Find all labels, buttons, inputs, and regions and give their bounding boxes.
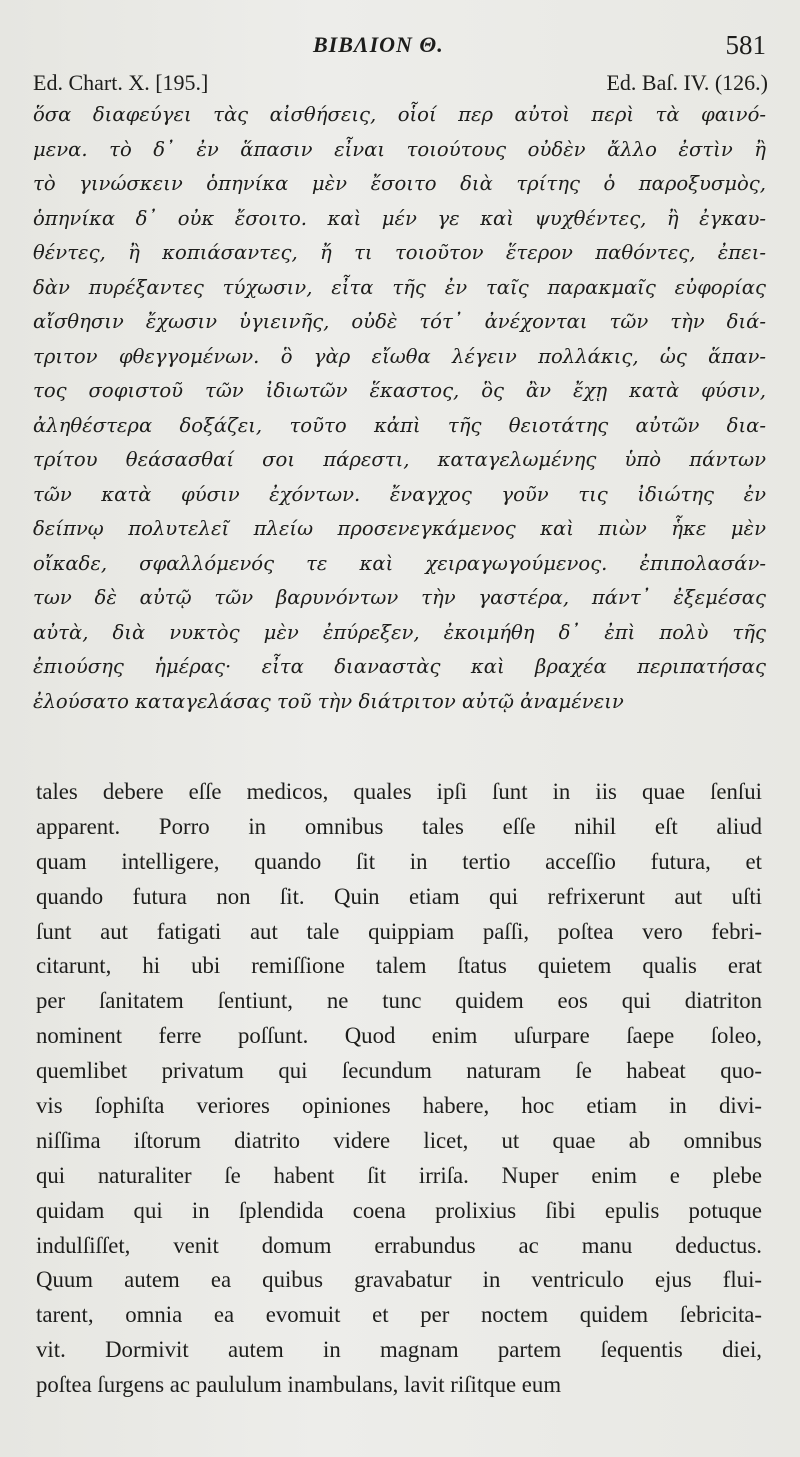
latin-text-line: nominent ferre poſſunt. Quod enim uſurpare ſaepe ſoleo, [36,1023,762,1049]
greek-text-line: δὰν πυρέξαντες τύχωσιν, εἶτα τῆς ἐν ταῖς παρακμαῖς εὐφορίας [33,275,766,299]
edition-chartier: Ed. Chart. X. [195.] [33,70,209,95]
latin-text-line: quidam qui in ſplendida coena prolixius ſibi epulis potuque [36,1197,762,1223]
book-title: ΒΙΒΛΙΟΝ Θ. [313,32,444,57]
greek-text-line: δείπνῳ πολυτελεῖ πλείω προσενεγκάμενος καὶ πιὼν ἧκε μὲν [33,517,766,540]
latin-text-line: vis ſophiſta veriores opiniones habere, hoc etiam in divi- [36,1093,762,1119]
greek-text-line: μενα. τὸ δ᾽ ἐν ἅπασιν εἶναι τοιούτους οὐδὲν ἄλλο ἐστὶν ἢ [33,137,766,161]
latin-text-line: tales debere eſſe medicos, quales ipſi ſunt in iis quae ſenſui [36,779,762,804]
latin-text-line: vit. Dormivit autem in magnam partem ſequentis diei, [36,1337,762,1363]
greek-text-line: ὁπηνίκα δ᾽ οὐκ ἔσοιτο. καὶ μέν γε καὶ ψυχθέντες, ἢ ἐγκαυ- [33,206,766,230]
latin-text-line: tarent, omnia ea evomuit et per noctem quidem ſebricita- [36,1302,762,1328]
edition-basel: Ed. Baſ. IV. (126.) [606,70,768,95]
latin-text-line: ſunt aut fatigati aut tale quippiam paſſi, poſtea vero febri- [36,918,762,944]
greek-text-line: ἀληθέστερα δοξάζει, τοῦτο κἀπὶ τῆς θειοτάτης αὐτῶν δια- [33,413,766,437]
greek-text-line: αὐτὰ, διὰ νυκτὸς μὲν ἐπύρεξεν, ἐκοιμήθη δ᾽ ἐπὶ πολὺ τῆς [33,620,766,644]
greek-text-line: τριτον φθεγγομένων. ὃ γὰρ εἴωθα λέγειν πολλάκις, ὡς ἅπαν- [33,344,766,368]
greek-text-line: οἴκαδε, σφαλλόμενός τε καὶ χειραγωγούμενος. ἐπιπολασάν- [33,551,766,575]
greek-text-line: ὅσα διαφεύγει τὰς αἰσθήσεις, οἷοί περ αὐτοὶ περὶ τὰ φαινό- [33,103,766,126]
page-number: 581 [725,30,766,60]
latin-text-line: quemlibet privatum qui ſecundum naturam ſe habeat quo- [36,1058,762,1084]
greek-text-line: θέντες, ἢ κοπιάσαντες, ἤ τι τοιοῦτον ἕτερον παθόντες, ἐπει- [33,241,766,264]
latin-text-line: citarunt, hi ubi remiſſione talem ſtatus quietem qualis erat [36,953,762,979]
latin-text-line: quam intelligere, quando ſit in tertio acceſſio futura, et [36,848,762,874]
latin-text-line: niſſima iſtorum diatrito videre licet, ut quae ab omnibus [36,1127,762,1153]
edition-references [33,70,768,100]
greek-text-line: αἴσθησιν ἔχωσιν ὑγιεινῆς, οὐδὲ τότ᾽ ἀνέχονται τῶν τὴν διά- [33,310,766,333]
greek-text-line: των δὲ αὐτῷ τῶν βαρυνόντων τὴν γαστέρα, πάντ᾽ ἐξεμέσας [33,586,766,609]
running-head [0,30,800,70]
greek-text-line: ἐλούσατο καταγελάσας τοῦ τὴν διάτριτον αὐτῷ ἀναμένειν [33,689,624,713]
greek-text-line: τρίτου θεάσασθαί σοι πάρεστι, καταγελωμένης ὑπὸ πάντων [33,448,766,471]
latin-text-line: apparent. Porro in omnibus tales eſſe nihil eſt aliud [36,813,762,839]
latin-text-line: quando futura non ſit. Quin etiam qui refrixerunt aut uſti [36,883,762,909]
latin-text-line: indulſiſſet, venit domum errabundus ac manu deductus. [36,1232,762,1258]
latin-translation-block [36,775,762,1403]
greek-text-line: ἐπιούσης ἡμέρας· εἶτα διαναστὰς καὶ βραχέα περιπατήσας [33,655,766,678]
greek-text-line: τος σοφιστοῦ τῶν ἰδιωτῶν ἕκαστος, ὃς ἂν ἔχῃ κατὰ φύσιν, [33,379,766,402]
latin-text-line: poſtea ſurgens ac paululum inambulans, lavit riſitque eum [36,1372,562,1398]
greek-text-block [33,98,766,719]
latin-text-line: Quum autem ea quibus gravabatur in ventriculo ejus flui- [36,1267,762,1293]
latin-text-line: qui naturaliter ſe habent ſit irriſa. Nuper enim e plebe [36,1162,762,1188]
greek-text-line: τὸ γινώσκειν ὁπηνίκα μὲν ἔσοιτο διὰ τρίτης ὁ παροξυσμὸς, [33,172,766,195]
latin-text-line: per ſanitatem ſentiunt, ne tunc quidem eos qui diatriton [36,988,762,1014]
greek-text-line: τῶν κατὰ φύσιν ἐχόντων. ἔναγχος γοῦν τις ἰδιώτης ἐν [33,482,766,506]
